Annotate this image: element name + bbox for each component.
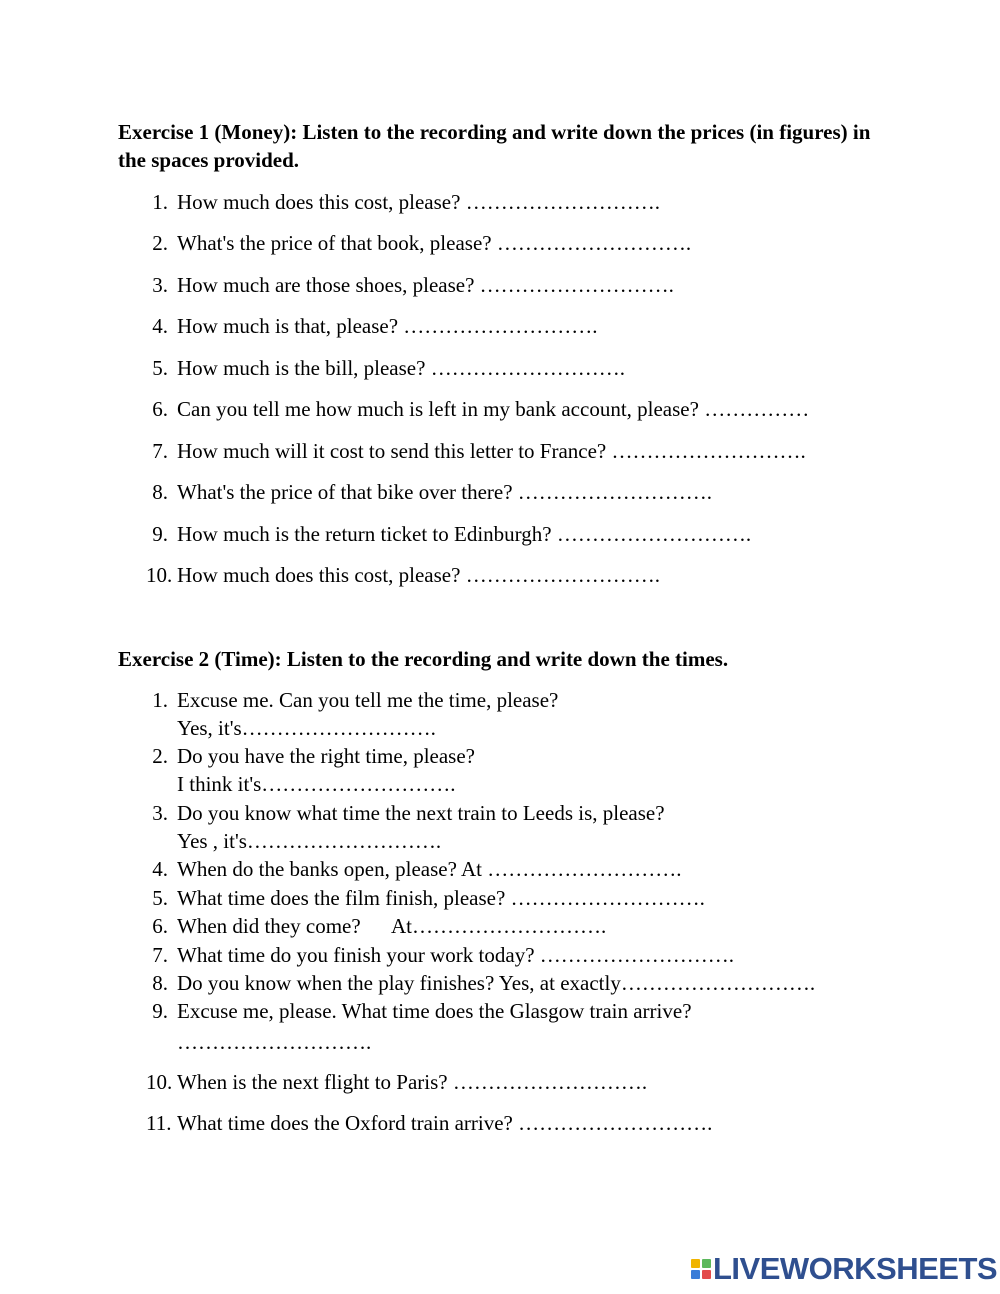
logo-text: LIVEWORKSHEETS — [713, 1251, 998, 1286]
item-number: 9. — [152, 999, 168, 1023]
item-number: 1. — [152, 688, 168, 712]
question-text: What's the price of that bike over there? ………………………. — [177, 480, 713, 504]
question-text: When did they come? At………………………. — [177, 914, 607, 938]
question-text: What time does the film finish, please? ………………………. — [177, 886, 705, 910]
question-text: How much is the bill, please? ………………………. — [177, 356, 625, 380]
logo-square-2 — [702, 1259, 711, 1268]
answer-line: Yes, it's………………………. — [177, 716, 436, 740]
item-number: 10. — [146, 1070, 173, 1094]
item-number: 8. — [152, 480, 168, 504]
question-text: What time do you finish your work today? ………………………. — [177, 943, 735, 967]
liveworksheets-logo — [691, 1252, 997, 1286]
exercise-2-heading: Exercise 2 (Time): Listen to the recording and write down the times. — [118, 647, 729, 671]
question-text: How much is that, please? ………………………. — [177, 314, 598, 338]
question-text: Excuse me. Can you tell me the time, please? — [177, 688, 559, 712]
answer-line: ………………………. — [177, 1030, 372, 1054]
logo-square-4 — [702, 1270, 711, 1279]
question-text: What's the price of that book, please? ………………………. — [177, 231, 692, 255]
item-number: 7. — [152, 439, 168, 463]
answer-line: I think it's………………………. — [177, 772, 456, 796]
item-number: 3. — [152, 273, 168, 297]
item-number: 10. — [146, 563, 173, 587]
item-number: 2. — [152, 231, 168, 255]
question-text: Excuse me, please. What time does the Glasgow train arrive? — [177, 999, 692, 1023]
exercise-1-heading: Exercise 1 (Money): Listen to the recording and write down the prices (in figures) in the spaces provided. — [118, 120, 871, 172]
logo-square-1 — [691, 1259, 700, 1268]
question-text: Do you know what time the next train to Leeds is, please? — [177, 801, 665, 825]
question-text: How much does this cost, please? ………………………. — [177, 190, 660, 214]
question-text: How much are those shoes, please? ………………………. — [177, 273, 674, 297]
item-number: 9. — [152, 522, 168, 546]
question-text: What time does the Oxford train arrive? ………………………. — [177, 1111, 713, 1135]
item-number: 5. — [152, 356, 168, 380]
item-number: 8. — [152, 971, 168, 995]
item-number: 5. — [152, 886, 168, 910]
question-text: Do you have the right time, please? — [177, 744, 475, 768]
logo-mark-icon — [691, 1259, 711, 1279]
item-number: 2. — [152, 744, 168, 768]
question-text: How much will it cost to send this letter to France? ………………………. — [177, 439, 806, 463]
question-text: How much is the return ticket to Edinburgh? ………………………. — [177, 522, 752, 546]
item-number: 4. — [152, 314, 168, 338]
item-number: 11. — [146, 1111, 172, 1135]
logo-square-3 — [691, 1270, 700, 1279]
item-number: 3. — [152, 801, 168, 825]
item-number: 1. — [152, 190, 168, 214]
item-number: 4. — [152, 857, 168, 881]
question-text: When do the banks open, please? At ………………………. — [177, 857, 682, 881]
question-text: Can you tell me how much is left in my bank account, please? …………… — [177, 397, 810, 421]
question-text: Do you know when the play finishes? Yes, at exactly………………………. — [177, 971, 816, 995]
item-number: 6. — [152, 914, 168, 938]
question-text: When is the next flight to Paris? ………………………. — [177, 1070, 648, 1094]
answer-line: Yes , it's………………………. — [177, 829, 442, 853]
item-number: 6. — [152, 397, 168, 421]
item-number: 7. — [152, 943, 168, 967]
question-text: How much does this cost, please? ………………………. — [177, 563, 660, 587]
